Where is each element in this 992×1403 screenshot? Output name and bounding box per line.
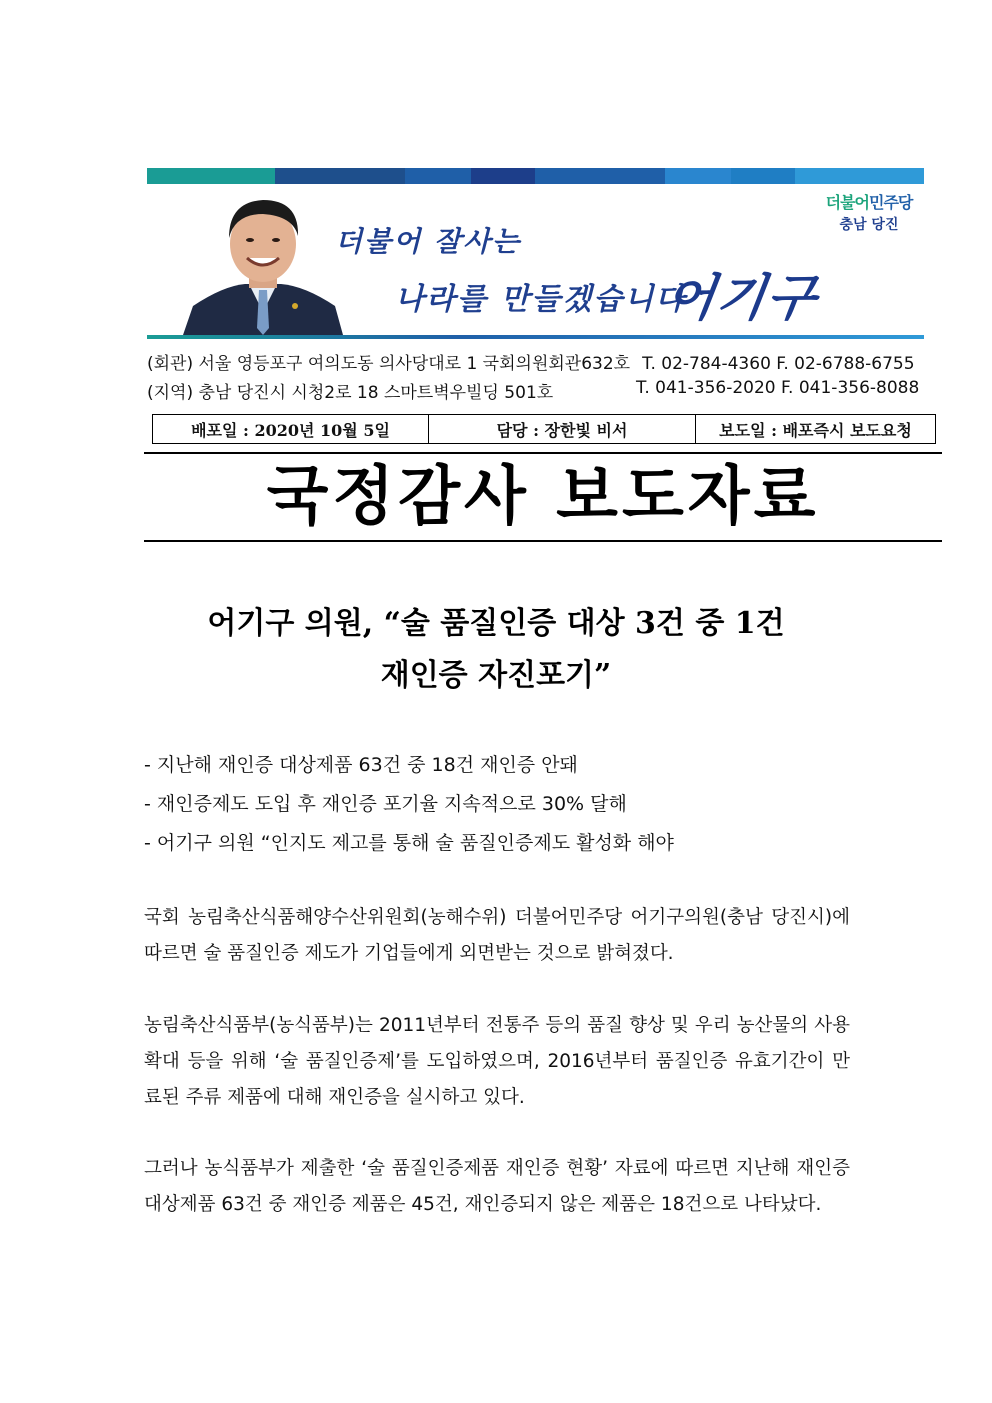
headline-line-1: 어기구 의원, “술 품질인증 대상 3건 중 1건 bbox=[207, 606, 785, 641]
bullet-item: - 지난해 재인증 대상제품 63건 중 18건 재인증 안돼 bbox=[144, 754, 578, 776]
color-stripe bbox=[147, 168, 924, 184]
title-rule-top bbox=[144, 452, 942, 454]
header-banner bbox=[147, 168, 924, 340]
slogan-line-1: 더불어 잘사는 bbox=[335, 225, 522, 258]
headline-line-2: 재인증 자진포기” bbox=[380, 658, 612, 693]
body-paragraph: 국회 농림축산식품해양수산위원회(농해수위) 더불어민주당 어기구의원(충남 당진시)에 따르면 술 품질인증 제도가 기업들에게 외면받는 것으로 밝혀졌다. bbox=[144, 907, 850, 964]
release-info-table bbox=[152, 414, 936, 444]
document-title: 국정감사 보도자료 bbox=[266, 460, 820, 534]
address-local-text: (지역) 충남 당진시 시청2로 18 스마트벽우빌딩 501호 bbox=[147, 383, 554, 403]
body-paragraph: 농림축산식품부(농식품부)는 2011년부터 전통주 등의 품질 향상 및 우리 농산물의 사용 확대 등을 위해 ‘술 품질인증제’를 도입하였으며, 2016년부터 품질인증 유효기간이 만료된 주류 제품에 대해 재인증을 실시하고 있다. bbox=[144, 1015, 850, 1108]
address-local-contact: T. 041-356-2020 F. 041-356-8088 bbox=[636, 378, 920, 398]
party-region: 충남 당진 bbox=[839, 217, 899, 233]
distribution-date: 배포일 : 2020년 10월 5일 bbox=[191, 420, 390, 440]
address-local bbox=[147, 378, 920, 403]
title-rule-bottom bbox=[144, 540, 942, 542]
summary-bullets bbox=[144, 748, 674, 865]
address-assembly-contact: T. 02-784-4360 F. 02-6788-6755 bbox=[642, 354, 915, 374]
slogan-line-2: 나라를 만들겠습니다 bbox=[395, 282, 687, 317]
address-assembly bbox=[147, 349, 915, 374]
release-date: 보도일 : 배포즉시 보도요청 bbox=[695, 415, 935, 443]
party-logo bbox=[814, 190, 924, 234]
party-name: 더불어민주당 bbox=[825, 193, 913, 212]
address-assembly-text: (회관) 서울 영등포구 여의도동 의사당대로 1 국회의원회관632호 bbox=[147, 354, 631, 374]
politician-portrait bbox=[183, 188, 343, 335]
banner-divider bbox=[147, 335, 924, 339]
signature: 어기구 bbox=[662, 268, 822, 327]
bullet-item: - 재인증제도 도입 후 재인증 포기율 지속적으로 30% 달해 bbox=[144, 793, 627, 815]
contact-person: 담당 : 장한빛 비서 bbox=[428, 415, 695, 443]
bullet-item: - 어기구 의원 “인지도 제고를 통해 술 품질인증제도 활성화 해야 bbox=[144, 832, 674, 854]
body-paragraph: 그러나 농식품부가 제출한 ‘술 품질인증제품 재인증 현황’ 자료에 따르면 지난해 재인증 대상제품 63건 중 재인증 제품은 45건, 재인증되지 않은 제품은 18건으로 나타났다. bbox=[144, 1158, 850, 1215]
